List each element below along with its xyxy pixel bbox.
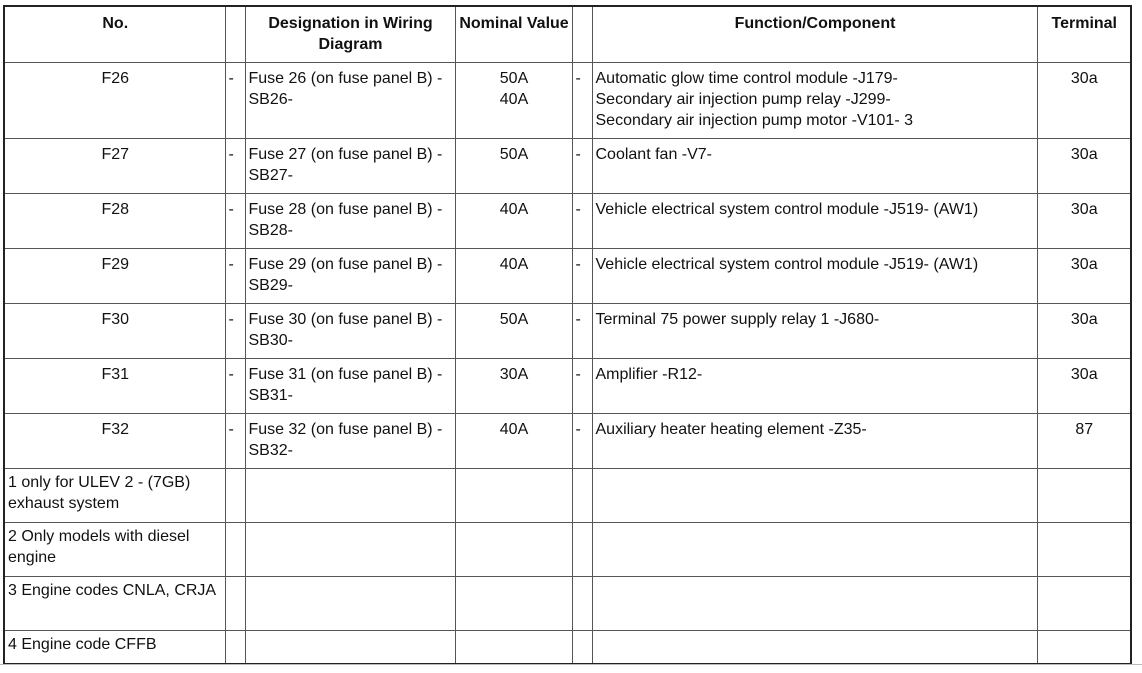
- table-body: [4, 62, 1131, 664]
- footnote-row: [4, 468, 1131, 522]
- terminal: 30a: [1037, 248, 1131, 303]
- function-component: [592, 138, 1037, 193]
- nominal-value-line: 50A: [499, 145, 529, 163]
- nominal-value-line: 40A: [499, 255, 529, 273]
- page-bottom-rule: [0, 664, 1142, 665]
- nominal-value-line: 50A: [499, 69, 529, 87]
- function-line: Secondary air injection pump motor -V101- 3: [595, 111, 913, 129]
- dash-marker: -: [225, 62, 245, 138]
- function-line: Coolant fan -V7-: [595, 145, 713, 163]
- function-component: [592, 358, 1037, 413]
- footnote-row: [4, 576, 1131, 630]
- fuse-number: F31: [4, 358, 225, 413]
- function-line: Auxiliary heater heating element -Z35-: [595, 420, 867, 438]
- empty-cell: [245, 630, 455, 664]
- footnote: 3 Engine codes CNLA, CRJA: [4, 576, 225, 630]
- empty-cell: [592, 576, 1037, 630]
- designation: Fuse 31 (on fuse panel B) -SB31-: [245, 358, 455, 413]
- fuse-number: F30: [4, 303, 225, 358]
- footnote-row: [4, 630, 1131, 664]
- function-component: [592, 62, 1037, 138]
- fuse-number: F26: [4, 62, 225, 138]
- empty-cell: [245, 468, 455, 522]
- function-line: Automatic glow time control module -J179-: [595, 69, 898, 87]
- empty-cell: [225, 468, 245, 522]
- designation: Fuse 29 (on fuse panel B) -SB29-: [245, 248, 455, 303]
- dash-marker: -: [572, 358, 592, 413]
- empty-cell: [572, 522, 592, 576]
- nominal-value-line: 40A: [499, 200, 529, 218]
- empty-cell: [1037, 630, 1131, 664]
- empty-cell: [572, 630, 592, 664]
- table-row: [4, 62, 1131, 138]
- empty-cell: [1037, 468, 1131, 522]
- fuse-number: F28: [4, 193, 225, 248]
- terminal: 30a: [1037, 62, 1131, 138]
- function-line: Vehicle electrical system control module -J519- (AW1): [595, 200, 979, 218]
- nominal-value: [455, 193, 572, 248]
- header-no: No.: [4, 6, 225, 62]
- terminal: 30a: [1037, 138, 1131, 193]
- terminal: 87: [1037, 413, 1131, 468]
- designation: Fuse 30 (on fuse panel B) -SB30-: [245, 303, 455, 358]
- table-row: [4, 193, 1131, 248]
- footnote: 4 Engine code CFFB: [4, 630, 225, 664]
- dash-marker: -: [225, 303, 245, 358]
- header-row: [4, 6, 1131, 62]
- function-component: [592, 248, 1037, 303]
- designation: Fuse 32 (on fuse panel B) -SB32-: [245, 413, 455, 468]
- nominal-value: [455, 358, 572, 413]
- dash-marker: -: [225, 138, 245, 193]
- nominal-value: [455, 303, 572, 358]
- table-row: [4, 413, 1131, 468]
- nominal-value: [455, 248, 572, 303]
- table-row: [4, 358, 1131, 413]
- empty-cell: [572, 576, 592, 630]
- header-nominal: Nominal Value: [455, 6, 572, 62]
- fuse-table-container: [3, 5, 1132, 665]
- fuse-number: F32: [4, 413, 225, 468]
- function-line: Secondary air injection pump relay -J299-: [595, 90, 891, 108]
- dash-marker: -: [225, 358, 245, 413]
- nominal-value: [455, 138, 572, 193]
- terminal: 30a: [1037, 303, 1131, 358]
- designation: Fuse 28 (on fuse panel B) -SB28-: [245, 193, 455, 248]
- header-terminal: Terminal: [1037, 6, 1131, 62]
- fuse-table: [3, 5, 1132, 665]
- footnote: 2 Only models with diesel engine: [4, 522, 225, 576]
- nominal-value: [455, 62, 572, 138]
- footnote-row: [4, 522, 1131, 576]
- function-component: [592, 303, 1037, 358]
- dash-marker: -: [225, 248, 245, 303]
- empty-cell: [592, 468, 1037, 522]
- designation: Fuse 27 (on fuse panel B) -SB27-: [245, 138, 455, 193]
- dash-marker: -: [572, 138, 592, 193]
- function-component: [592, 413, 1037, 468]
- dash-marker: -: [572, 303, 592, 358]
- dash-marker: -: [572, 62, 592, 138]
- empty-cell: [1037, 522, 1131, 576]
- function-line: Amplifier -R12-: [595, 365, 703, 383]
- dash-marker: -: [572, 248, 592, 303]
- terminal: 30a: [1037, 193, 1131, 248]
- fuse-number: F29: [4, 248, 225, 303]
- dash-marker: -: [225, 193, 245, 248]
- empty-cell: [1037, 576, 1131, 630]
- empty-cell: [455, 522, 572, 576]
- empty-cell: [455, 630, 572, 664]
- table-row: [4, 248, 1131, 303]
- footnote: 1 only for ULEV 2 - (7GB) exhaust system: [4, 468, 225, 522]
- empty-cell: [225, 630, 245, 664]
- header-function: Function/Component: [592, 6, 1037, 62]
- function-line: Terminal 75 power supply relay 1 -J680-: [595, 310, 880, 328]
- terminal: 30a: [1037, 358, 1131, 413]
- empty-cell: [592, 522, 1037, 576]
- nominal-value: [455, 413, 572, 468]
- nominal-value-line: 30A: [499, 365, 529, 383]
- empty-cell: [572, 468, 592, 522]
- empty-cell: [455, 468, 572, 522]
- header-spacer-2: [572, 6, 592, 62]
- function-line: Vehicle electrical system control module -J519- (AW1): [595, 255, 979, 273]
- dash-marker: -: [572, 193, 592, 248]
- dash-marker: -: [572, 413, 592, 468]
- nominal-value-line: 40A: [499, 90, 529, 108]
- fuse-number: F27: [4, 138, 225, 193]
- header-spacer-1: [225, 6, 245, 62]
- nominal-value-line: 50A: [499, 310, 529, 328]
- empty-cell: [592, 630, 1037, 664]
- empty-cell: [245, 576, 455, 630]
- function-component: [592, 193, 1037, 248]
- nominal-value-line: 40A: [499, 420, 529, 438]
- dash-marker: -: [225, 413, 245, 468]
- empty-cell: [225, 576, 245, 630]
- empty-cell: [225, 522, 245, 576]
- designation: Fuse 26 (on fuse panel B) -SB26-: [245, 62, 455, 138]
- header-designation: Designation in Wiring Diagram: [245, 6, 455, 62]
- table-row: [4, 138, 1131, 193]
- empty-cell: [245, 522, 455, 576]
- table-row: [4, 303, 1131, 358]
- empty-cell: [455, 576, 572, 630]
